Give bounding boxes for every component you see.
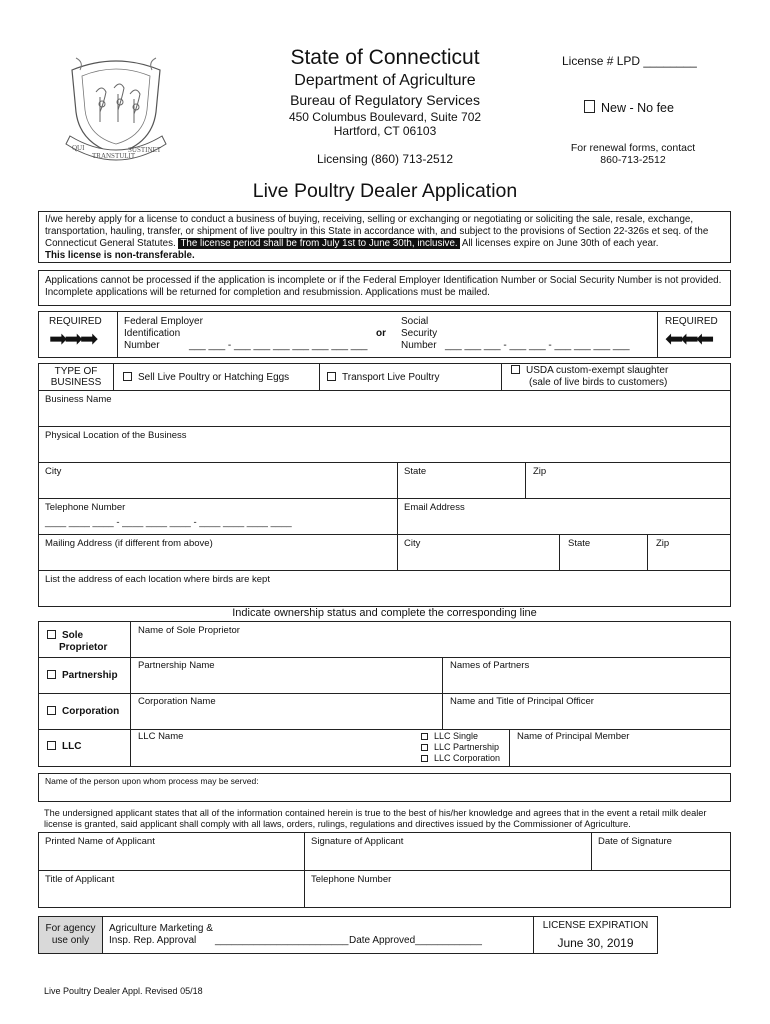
ssn-label-3: Number <box>401 340 437 351</box>
notice-box <box>38 270 731 306</box>
llc-corporation-checkbox[interactable] <box>421 755 428 762</box>
intro-text: I/we hereby apply for a license to conduct a business of buying, receiving, selling or exchanging or negotiating or soliciting the sale, resale, exchange, transportation, hauling, transfer, or shipment of live poultry in this State in accordance with, and subject to the provisions of Section 22-326s et seq. of the Connecticut General Statutes. <box>45 214 709 249</box>
header-address2: Hartford, CT 06103 <box>333 124 437 138</box>
llc-single-checkbox[interactable] <box>421 733 428 740</box>
required-right: REQUIRED <box>665 316 718 327</box>
llc-option[interactable] <box>47 741 81 752</box>
sell-checkbox[interactable] <box>123 372 132 381</box>
usda-checkbox[interactable] <box>511 365 520 374</box>
business-type-usda[interactable] <box>511 365 668 376</box>
or-label: or <box>376 328 386 339</box>
partnership-option[interactable] <box>47 670 118 681</box>
signature-table <box>38 832 731 908</box>
corporation-name-label: Corporation Name <box>138 696 216 707</box>
new-no-fee[interactable] <box>584 100 674 115</box>
mailing-address-label: Mailing Address (if different from above) <box>45 538 213 549</box>
header-licensing-phone: Licensing (860) 713-2512 <box>316 152 454 166</box>
corporation-option[interactable] <box>47 706 119 717</box>
approval-label-1: Agriculture Marketing & <box>109 923 213 934</box>
principal-officer-label: Name and Title of Principal Officer <box>450 696 594 707</box>
sole-checkbox[interactable] <box>47 630 56 639</box>
intro-expire-text: All licenses expire on June 30th of each year. <box>461 238 659 249</box>
signature-label: Signature of Applicant <box>311 836 404 847</box>
process-served-label: Name of the person upon whom process may be served: <box>45 776 259 786</box>
email-field[interactable] <box>398 499 730 534</box>
license-number[interactable]: License # LPD ________ <box>562 54 697 68</box>
llc-name-label: LLC Name <box>138 731 184 742</box>
date-approved[interactable]: Date Approved____________ <box>349 935 482 946</box>
fein-label-3: Number <box>124 340 160 351</box>
business-name-label: Business Name <box>45 394 112 405</box>
title-field[interactable] <box>39 871 304 907</box>
corporation-checkbox[interactable] <box>47 706 56 715</box>
llc-corporation-option[interactable] <box>421 753 500 763</box>
state-seal <box>62 52 170 170</box>
header-bureau: Bureau of Regulatory Services <box>290 92 480 108</box>
partnership-checkbox[interactable] <box>47 670 56 679</box>
transport-label: Transport Live Poultry <box>342 372 440 383</box>
id-section <box>38 311 731 358</box>
process-served-field[interactable] <box>38 773 731 802</box>
llc-corporation-label: LLC Corporation <box>434 753 501 763</box>
ownership-table <box>38 621 731 767</box>
mailing-state-label: State <box>568 538 591 549</box>
mailing-zip-label: Zip <box>656 538 670 549</box>
mailing-address-field[interactable] <box>39 535 397 570</box>
business-info-grid <box>38 391 731 607</box>
printed-name-label: Printed Name of Applicant <box>45 836 155 847</box>
seal-text-sustinet: SUSTINET <box>128 146 162 154</box>
state-field[interactable] <box>398 463 524 498</box>
sole-name-label: Name of Sole Proprietor <box>138 625 240 636</box>
locations-label: List the address of each location where birds are kept <box>45 574 270 585</box>
fein-label-2: Identification <box>124 328 181 339</box>
mailing-city-label: City <box>404 538 421 549</box>
mailing-city-field[interactable] <box>398 535 559 570</box>
nontransferable-text: This license is non-transferable. <box>45 250 195 261</box>
sell-label: Sell Live Poultry or Hatching Eggs <box>138 372 290 383</box>
agency-section <box>38 916 658 954</box>
zip-field[interactable] <box>526 463 730 498</box>
business-name-field[interactable] <box>39 391 730 426</box>
telephone-blank: ____ ____ ____ - ____ ____ ____ - ____ ____ ____ ____ <box>45 517 292 528</box>
form-title: Live Poultry Dealer Application <box>252 180 518 202</box>
business-type-label-1: TYPE OF <box>54 366 98 377</box>
approval-signature-blank[interactable]: ________________________ <box>215 935 349 946</box>
arrow-left-icon: ⬅⬅⬅ <box>665 326 712 351</box>
certification-text: The undersigned applicant states that all of the information contained herein is true to the best of his/her knowledge and agrees that in the event a retail milk dealer license is granted, said applicant shall comply with all laws, orders, rulings, regulations and directives issued by the Commissioner of Agriculture. <box>44 808 707 829</box>
principal-member-label: Name of Principal Member <box>517 731 630 742</box>
footer-revision: Live Poultry Dealer Appl. Revised 05/18 <box>44 986 203 996</box>
zip-label: Zip <box>533 466 547 477</box>
agency-use-label <box>39 917 103 953</box>
llc-label: LLC <box>62 741 82 752</box>
applicant-telephone-field[interactable] <box>305 871 730 907</box>
llc-checkbox[interactable] <box>47 741 56 750</box>
usda-sublabel: (sale of live birds to customers) <box>529 377 668 388</box>
corporation-label: Corporation <box>62 706 120 717</box>
title-label: Title of Applicant <box>45 874 115 885</box>
business-type-transport[interactable] <box>327 372 439 383</box>
sole-label-2: Proprietor <box>59 642 108 653</box>
seal-text-qui: QUI <box>72 144 85 152</box>
physical-location-label: Physical Location of the Business <box>45 430 187 441</box>
transport-checkbox[interactable] <box>327 372 336 381</box>
ssn-label-1: Social <box>401 316 429 327</box>
physical-location-field[interactable] <box>39 427 730 462</box>
license-expiration-label: LICENSE EXPIRATION <box>542 920 649 931</box>
sole-label-1: Sole <box>62 630 84 641</box>
business-type-label-2: BUSINESS <box>50 377 102 388</box>
state-label: State <box>404 466 427 477</box>
renewal-contact-line2: 860-713-2512 <box>600 154 666 166</box>
arrow-right-icon: ➡➡➡ <box>49 326 96 351</box>
license-expiration-date: June 30, 2019 <box>557 936 634 950</box>
header-address1: 450 Columbus Boulevard, Suite 702 <box>288 110 482 124</box>
ownership-heading: Indicate ownership status and complete the corresponding line <box>232 607 537 619</box>
mailing-state-field[interactable] <box>560 535 646 570</box>
telephone-label: Telephone Number <box>45 502 126 513</box>
seal-text-transtulit: TRANSTULIT <box>92 152 136 160</box>
business-type-row <box>38 363 731 391</box>
intro-box <box>38 211 731 263</box>
mailing-zip-field[interactable] <box>648 535 730 570</box>
llc-single-label: LLC Single <box>434 731 479 741</box>
partnership-label: Partnership <box>62 670 118 681</box>
usda-label: USDA custom-exempt slaughter <box>526 365 669 376</box>
required-left: REQUIRED <box>49 316 102 327</box>
city-label: City <box>45 466 62 477</box>
renewal-contact-line1: For renewal forms, contact <box>570 142 696 154</box>
new-no-fee-label: New - No fee <box>601 101 674 115</box>
llc-partnership-label: LLC Partnership <box>434 742 500 752</box>
license-period-highlight: The license period shall be from July 1st to June 30th, inclusive. <box>180 238 458 249</box>
date-signature-label: Date of Signature <box>598 836 672 847</box>
llc-single-option[interactable] <box>421 731 478 741</box>
agency-use-line1: For agency <box>45 923 96 934</box>
notice-text: Applications cannot be processed if the application is incomplete or if the Federal Employer Identification Number or Social Security Number is not provided. Incomplete applications will be returned for completion and resubmission. Applications must be mailed. <box>45 275 722 298</box>
city-field[interactable] <box>39 463 397 498</box>
ssn-label-2: Security <box>401 328 438 339</box>
date-signature-field[interactable] <box>592 833 730 870</box>
header-state: State of Connecticut <box>290 46 480 69</box>
new-checkbox[interactable] <box>584 100 595 113</box>
email-label: Email Address <box>404 502 465 513</box>
partnership-name-label: Partnership Name <box>138 660 215 671</box>
llc-partnership-checkbox[interactable] <box>421 744 428 751</box>
partners-label: Names of Partners <box>450 660 530 671</box>
signature-field[interactable] <box>305 833 591 870</box>
llc-partnership-option[interactable] <box>421 742 499 752</box>
fein-label-1: Federal Employer <box>124 316 203 327</box>
header-department: Department of Agriculture <box>294 72 476 89</box>
sole-proprietor-option[interactable] <box>47 630 107 654</box>
applicant-telephone-label: Telephone Number <box>311 874 392 885</box>
approval-label-2: Insp. Rep. Approval <box>109 935 197 946</box>
ssn-input[interactable]: ___ ___ ___ - ___ ___ - ___ ___ ___ ___ <box>445 340 630 351</box>
locations-field[interactable] <box>39 571 730 606</box>
telephone-field[interactable] <box>39 499 397 534</box>
business-type-sell[interactable] <box>123 372 289 383</box>
printed-name-field[interactable] <box>39 833 304 870</box>
agency-use-line2: use only <box>51 935 90 946</box>
fein-input[interactable]: ___ ___ - ___ ___ ___ ___ ___ ___ ___ <box>189 340 368 351</box>
